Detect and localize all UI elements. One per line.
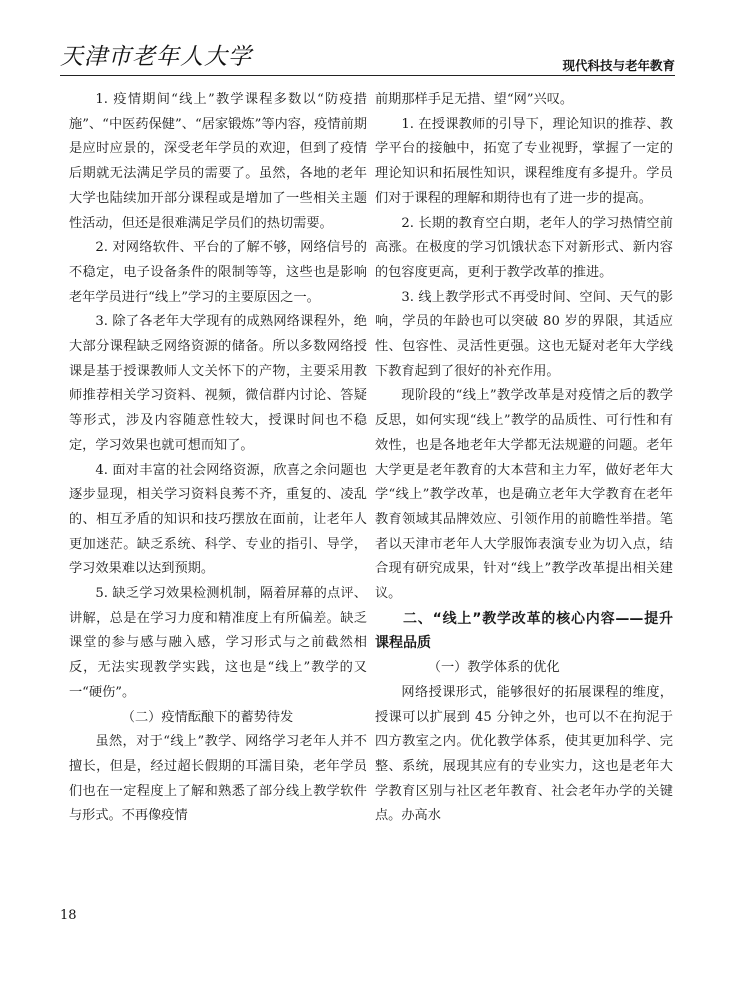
- body-paragraph: 4. 面对丰富的社会网络资源，欣喜之余问题也逐步显现，相关学习资料良莠不齐，重复的、凌乱的、相互矛盾的知识和技巧摆放在面前，让老年人更加迷茫。缺乏系统、科学、专业的指引、导学，学习效果难以达到预期。: [69, 462, 367, 577]
- body-paragraph: 3. 除了各老年大学现有的成熟网络课程外，绝大部分课程缺乏网络资源的储备。所以多数网络授课是基于授课教师人文关怀下的产物，主要采用教师推荐相关学习资料、视频，微信群内讨论、答疑等形式，涉及内容随意性较大，授课时间也不稳定，学习效果也就可想而知了。: [69, 314, 367, 453]
- body-paragraph: 1. 疫情期间“线上”教学课程多数以“防疫措施”、“中医药保健”、“居家锻炼”等内容，疫情前期是应时应景的，深受老年学员的欢迎，但到了疫情后期就无法满足学员的需要了。虽然，各地的老年大学也陆续加开部分课程或是增加了一些相关主题性活动，但还是很难满足学员们的热切需要。: [69, 92, 367, 231]
- body-paragraph: 2. 对网络软件、平台的了解不够，网络信号的不稳定，电子设备条件的限制等等，这些也是影响老年学员进行“线上”学习的主要原因之一。: [69, 240, 367, 305]
- page-number: 18: [60, 908, 77, 923]
- left-column: [69, 88, 367, 829]
- section-heading: 二、“线上”教学改革的核心内容——提升课程品质: [375, 610, 673, 652]
- body-paragraph: 网络授课形式，能够很好的拓展课程的维度，授课可以扩展到 45 分钟之外，也可以不在拘泥于四方教室之内。优化教学体系，使其更加科学、完整、系统，展现其应有的专业实力，这也是老年大学教育区别与社区老年教育、社会老年办学的关键点。办高水: [375, 684, 673, 824]
- body-paragraph: 5. 缺乏学习效果检测机制，隔着屏幕的点评、讲解，总是在学习力度和精准度上有所偏差。缺乏课堂的参与感与融入感，学习形式与之前截然相反，无法实现教学实践，这也是“线上”教学的又一“硬伤”。: [69, 586, 367, 700]
- body-paragraph: 虽然，对于“线上”教学、网络学习老年人并不擅长，但是，经过超长假期的耳濡目染，老年学员们也在一定程度上了解和熟悉了部分线上教学软件与形式。不再像疫情: [69, 734, 367, 824]
- subsection-heading: （二）疫情酝酿下的蓄势待发: [121, 709, 294, 725]
- header-rule: [60, 75, 675, 76]
- body-paragraph: 3. 线上教学形式不再受时间、空间、天气的影响，学员的年龄也可以突破 80 岁的界限，其适应性、包容性、灵活性更强。这也无疑对老年大学线下教育起到了很好的补充作用。: [375, 289, 673, 379]
- body-paragraph: 2. 长期的教育空白期，老年人的学习热情空前高涨。在极度的学习饥饿状态下对新形式、新内容的包容度更高，更利于教学改革的推进。: [375, 215, 673, 280]
- body-paragraph: 现阶段的“线上”教学改革是对疫情之后的教学反思，如何实现“线上”教学的品质性、可行性和有效性，也是各地老年大学都无法规避的问题。老年大学更是老年教育的大本营和主力军，做好老年大学“线上”教学改革，也是确立老年大学教育在老年教育领域其品牌效应、引领作用的前瞻性举措。笔者以天津市老年人大学服饰表演专业为切入点，结合现有研究成果，针对“线上”教学改革提出相关建议。: [375, 388, 673, 602]
- right-column: [375, 88, 673, 829]
- body-paragraph: 1. 在授课教师的引导下，理论知识的推荐、教学平台的接触中，拓宽了专业视野，掌握了一定的理论知识和拓展性知识，课程维度有多提升。学员们对于课程的理解和期待也有了进一步的提高。: [375, 116, 673, 206]
- journal-logo: 天津市老年人大学: [60, 44, 252, 70]
- body-paragraph: 前期那样手足无措、望“网”兴叹。: [375, 92, 574, 107]
- subsection-heading: （一）教学体系的优化: [427, 660, 560, 676]
- page-header: [60, 36, 675, 74]
- journal-title: 现代科技与老年教育: [562, 58, 675, 73]
